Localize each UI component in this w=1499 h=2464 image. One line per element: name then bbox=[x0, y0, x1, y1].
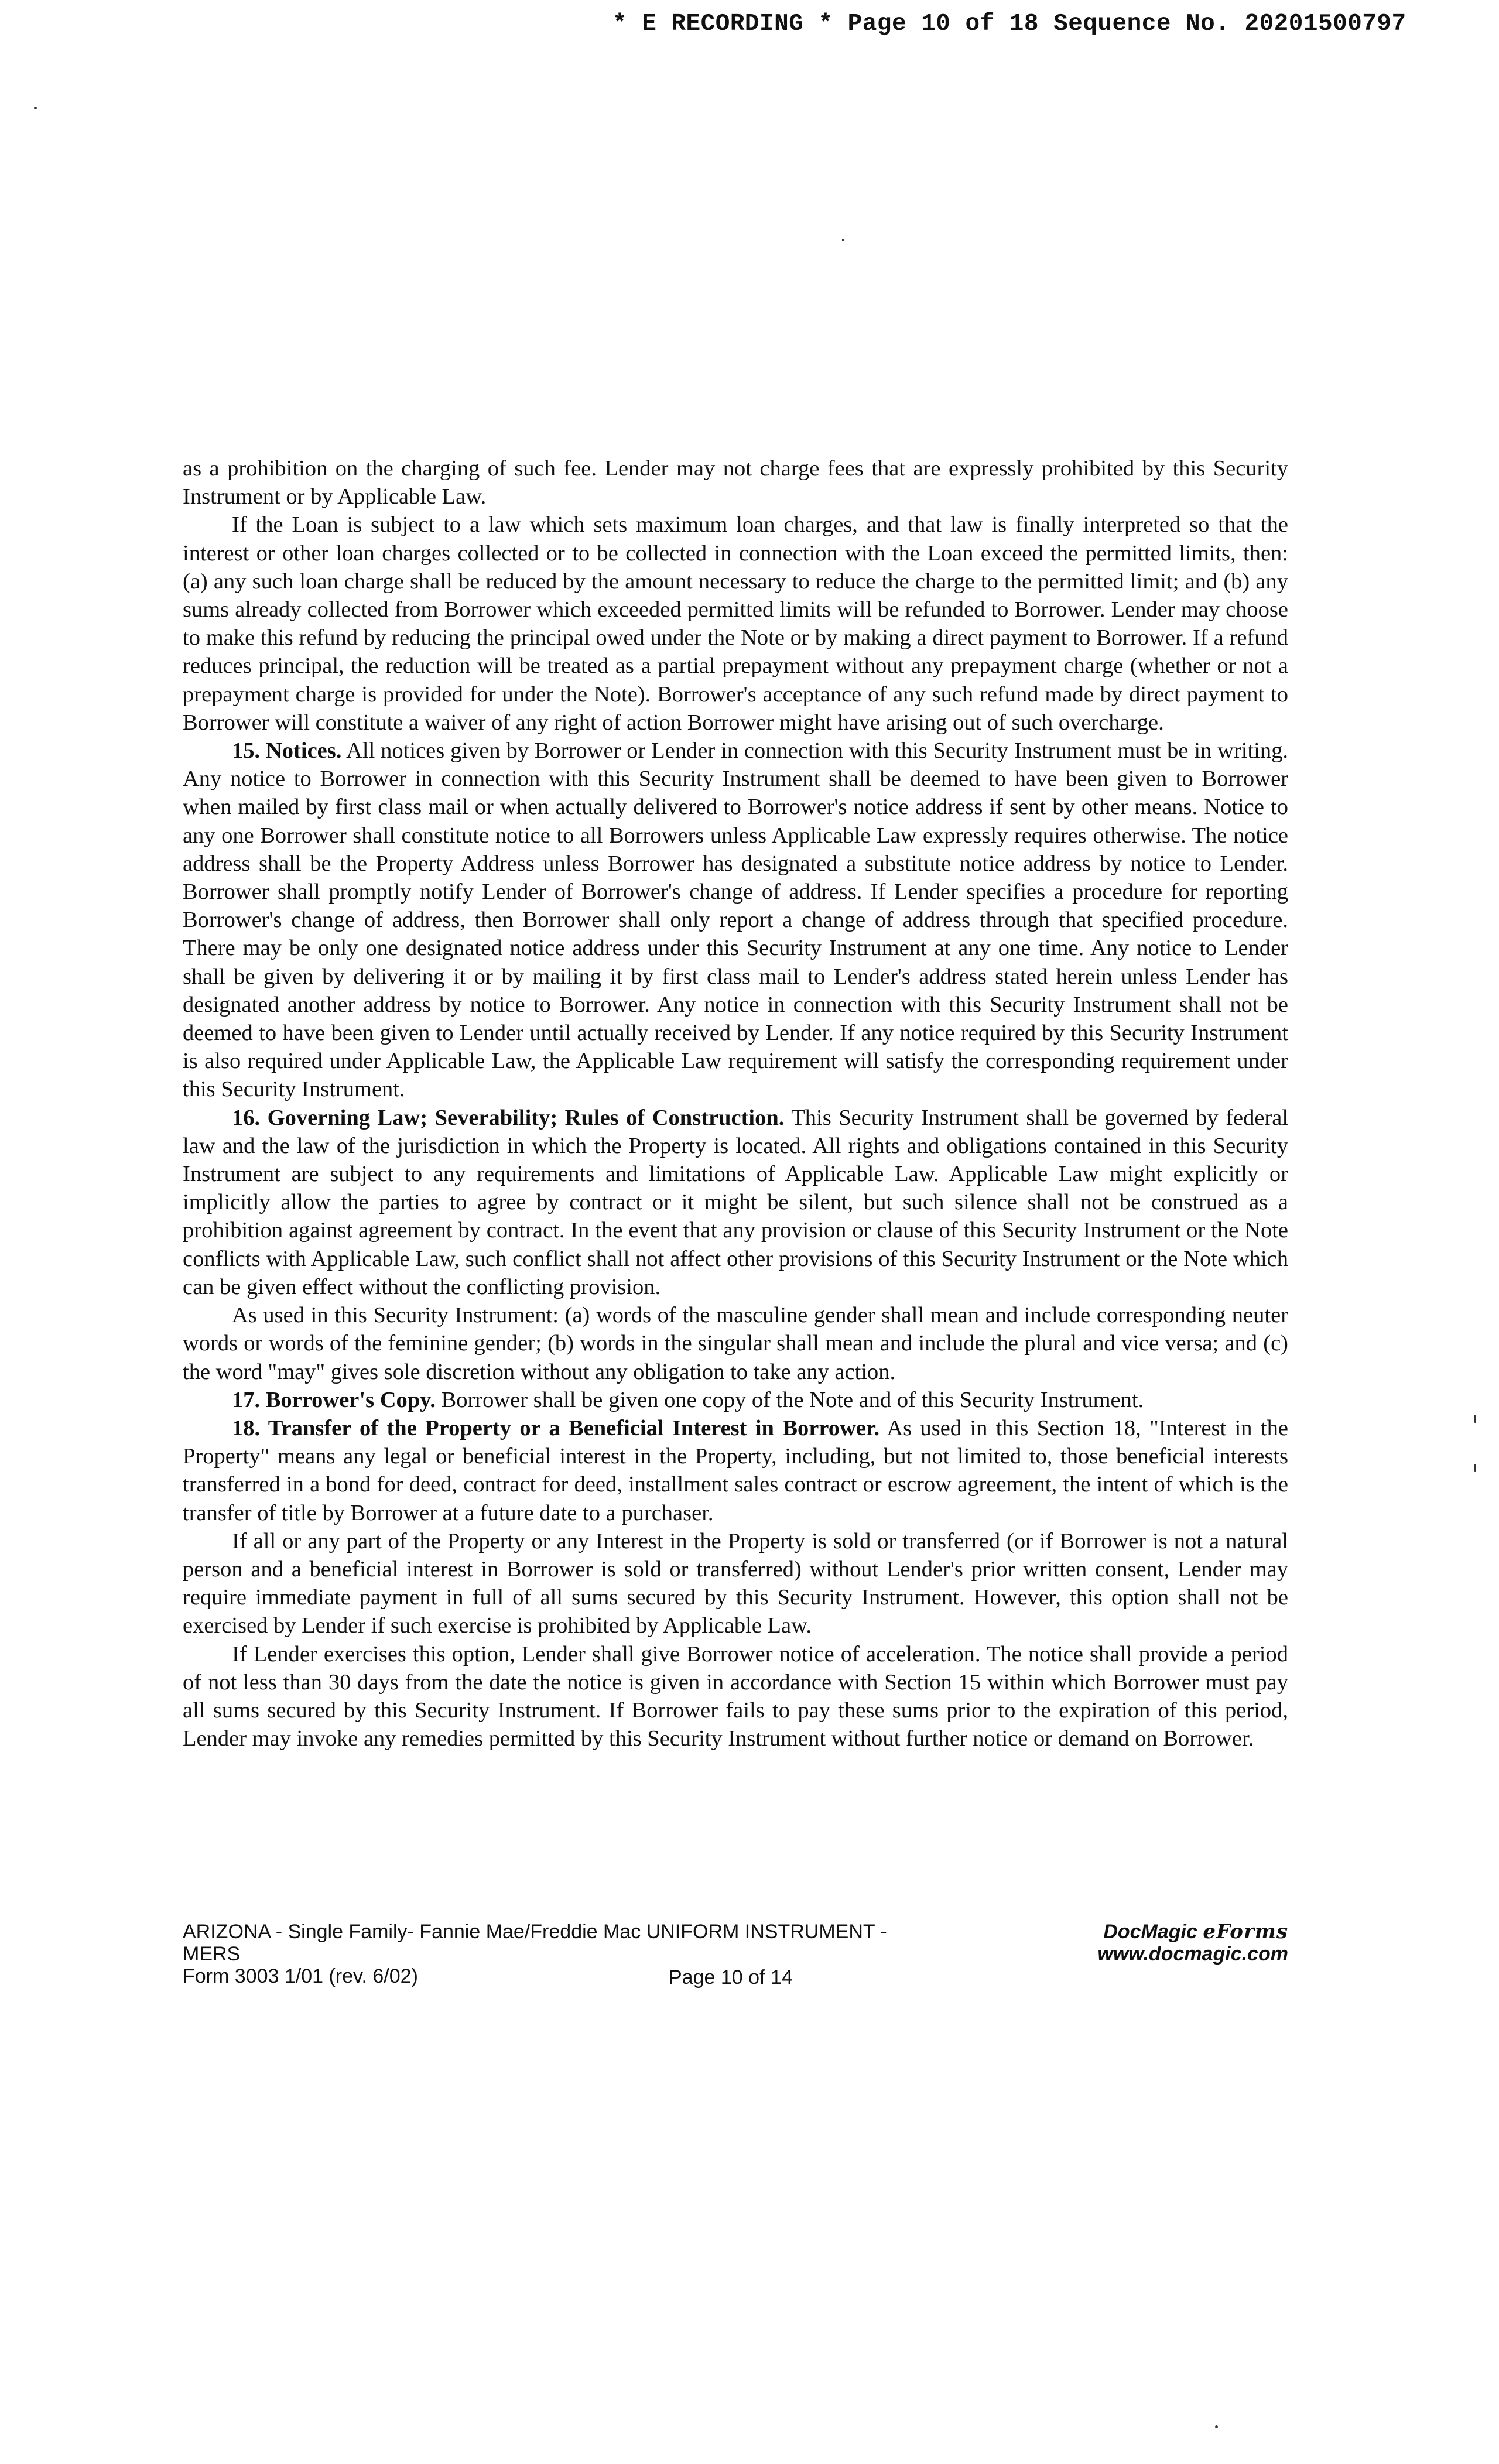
section-heading: 15. Notices. bbox=[232, 738, 342, 764]
section-heading: 17. Borrower's Copy. bbox=[232, 1387, 436, 1412]
recording-header: * E RECORDING * Page 10 of 18 Sequence No. 20201500797 bbox=[612, 11, 1406, 37]
form-number: Form 3003 1/01 (rev. 6/02) bbox=[183, 1965, 418, 1987]
website: www.docmagic.com bbox=[1097, 1943, 1288, 1965]
scan-speck bbox=[1474, 1415, 1476, 1423]
form-info bbox=[183, 1921, 944, 1987]
scan-speck bbox=[34, 107, 37, 109]
paragraph: If the Loan is subject to a law which sets maximum loan charges, and that law is finally interpreted so that the interest or other loan charges collected or to be collected in connection with the Loan exceed the permitted limits, then: (a) any such loan charge shall be reduced by the amount necessary to reduce the charge to the permitted limit; and (b) any sums already collected from Borrower which exceeded permitted limits will be refunded to Borrower. Lender may choose to make this refund by reducing the principal owed under the Note or by making a direct payment to Borrower. If a refund reduces principal, the reduction will be treated as a partial prepayment without any prepayment charge (whether or not a prepayment charge is provided for under the Note). Borrower's acceptance of any such refund made by direct payment to Borrower will constitute a waiver of any right of action Borrower might have arising out of such overcharge. bbox=[183, 512, 1288, 735]
section-text: As used in this Section 18, "Interest in the Property" means any legal or beneficial interest in the Property, including, but not limited to, those beneficial interests transferred in a bond for deed, contract for deed, installment sales contract or escrow agreement, the intent of which is the transfer of title by Borrower at a future date to a purchaser. bbox=[183, 1415, 1288, 1525]
paragraph: If all or any part of the Property or any Interest in the Property is sold or transferred (or if Borrower is not a natural person and a beneficial interest in Borrower is sold or transferred) without Lender's prior written consent, Lender may require immediate payment in full of all sums secured by this Security Instrument. However, this option shall not be exercised by Lender if such exercise is prohibited by Applicable Law. bbox=[183, 1528, 1288, 1638]
paragraph: As used in this Security Instrument: (a) words of the masculine gender shall mean and include corresponding neuter words or words of the feminine gender; (b) words in the singular shall mean and include the plural and vice versa; and (c) the word "may" gives sole discretion without any obligation to take any action. bbox=[183, 1303, 1288, 1384]
section-heading: 16. Governing Law; Severability; Rules of Construction. bbox=[232, 1105, 785, 1130]
page-number: Page 10 of 14 bbox=[669, 1966, 793, 1989]
paragraph: If Lender exercises this option, Lender shall give Borrower notice of acceleration. The notice shall provide a period of not less than 30 days from the date the notice is given in accordance with Section 15 within which Borrower must pay all sums secured by this Security Instrument. If Borrower fails to pay these sums prior to the expiration of this period, Lender may invoke any remedies permitted by this Security Instrument without further notice or demand on Borrower. bbox=[183, 1641, 1288, 1751]
page-footer bbox=[183, 1921, 1288, 1991]
brand-forms: eForms bbox=[1203, 1920, 1288, 1943]
section-18-transfer bbox=[183, 1414, 1288, 1527]
section-16-governing-law bbox=[183, 1104, 1288, 1301]
section-15-notices bbox=[183, 737, 1288, 1104]
section-heading: 18. Transfer of the Property or a Beneficial Interest in Borrower. bbox=[232, 1415, 880, 1440]
section-text: Borrower shall be given one copy of the Note and of this Security Instrument. bbox=[441, 1387, 1144, 1412]
brand-name: DocMagic bbox=[1103, 1921, 1197, 1943]
scan-speck bbox=[1215, 2425, 1218, 2428]
section-text: All notices given by Borrower or Lender in connection with this Security Instrument must be in writing. Any notice to Borrower in connection with this Security Instrument shall be deemed to have been given to Borrower when mailed by first class mail or when actually delivered to Borrower's notice address if sent by other means. Notice to any one Borrower shall constitute notice to all Borrowers unless Applicable Law expressly requires otherwise. The notice address shall be the Property Address unless Borrower has designated a substitute notice address by notice to Lender. Borrower shall promptly notify Lender of Borrower's change of address. If Lender specifies a procedure for reporting Borrower's change of address, then Borrower shall only report a change of address through that specified procedure. There may be only one designated notice address under this Security Instrument at any one time. Any notice to Lender shall be given by delivering it or by mailing it by first class mail to Lender's address stated herein unless Lender has designated another address by notice to Borrower. Any notice in connection with this Security Instrument shall not be deemed to have been given to Lender until actually received by Lender. If any notice required by this Security Instrument is also required under Applicable Law, the Applicable Law requirement will satisfy the corresponding requirement under this Security Instrument. bbox=[183, 738, 1288, 1102]
section-text: This Security Instrument shall be governed by federal law and the law of the jurisdiction in which the Property is located. All rights and obligations contained in this Security Instrument are subject to any requirements and limitations of Applicable Law. Applicable Law might explicitly or implicitly allow the parties to agree by contract or it might be silent, but such silence shall not be construed as a prohibition against agreement by contract. In the event that any provision or clause of this Security Instrument or the Note conflicts with Applicable Law, such conflict shall not affect other provisions of this Security Instrument or the Note which can be given effect without the conflicting provision. bbox=[183, 1105, 1289, 1299]
section-17-borrowers-copy bbox=[183, 1386, 1288, 1414]
docmagic-logo bbox=[1097, 1921, 1288, 1965]
form-title: ARIZONA - Single Family- Fannie Mae/Freddie Mac UNIFORM INSTRUMENT - MERS bbox=[183, 1921, 887, 1965]
document-body bbox=[183, 454, 1288, 1753]
paragraph: as a prohibition on the charging of such fee. Lender may not charge fees that are expressly prohibited by this Security Instrument or by Applicable Law. bbox=[183, 456, 1288, 509]
scan-speck bbox=[842, 239, 844, 241]
scan-speck bbox=[1474, 1464, 1476, 1472]
